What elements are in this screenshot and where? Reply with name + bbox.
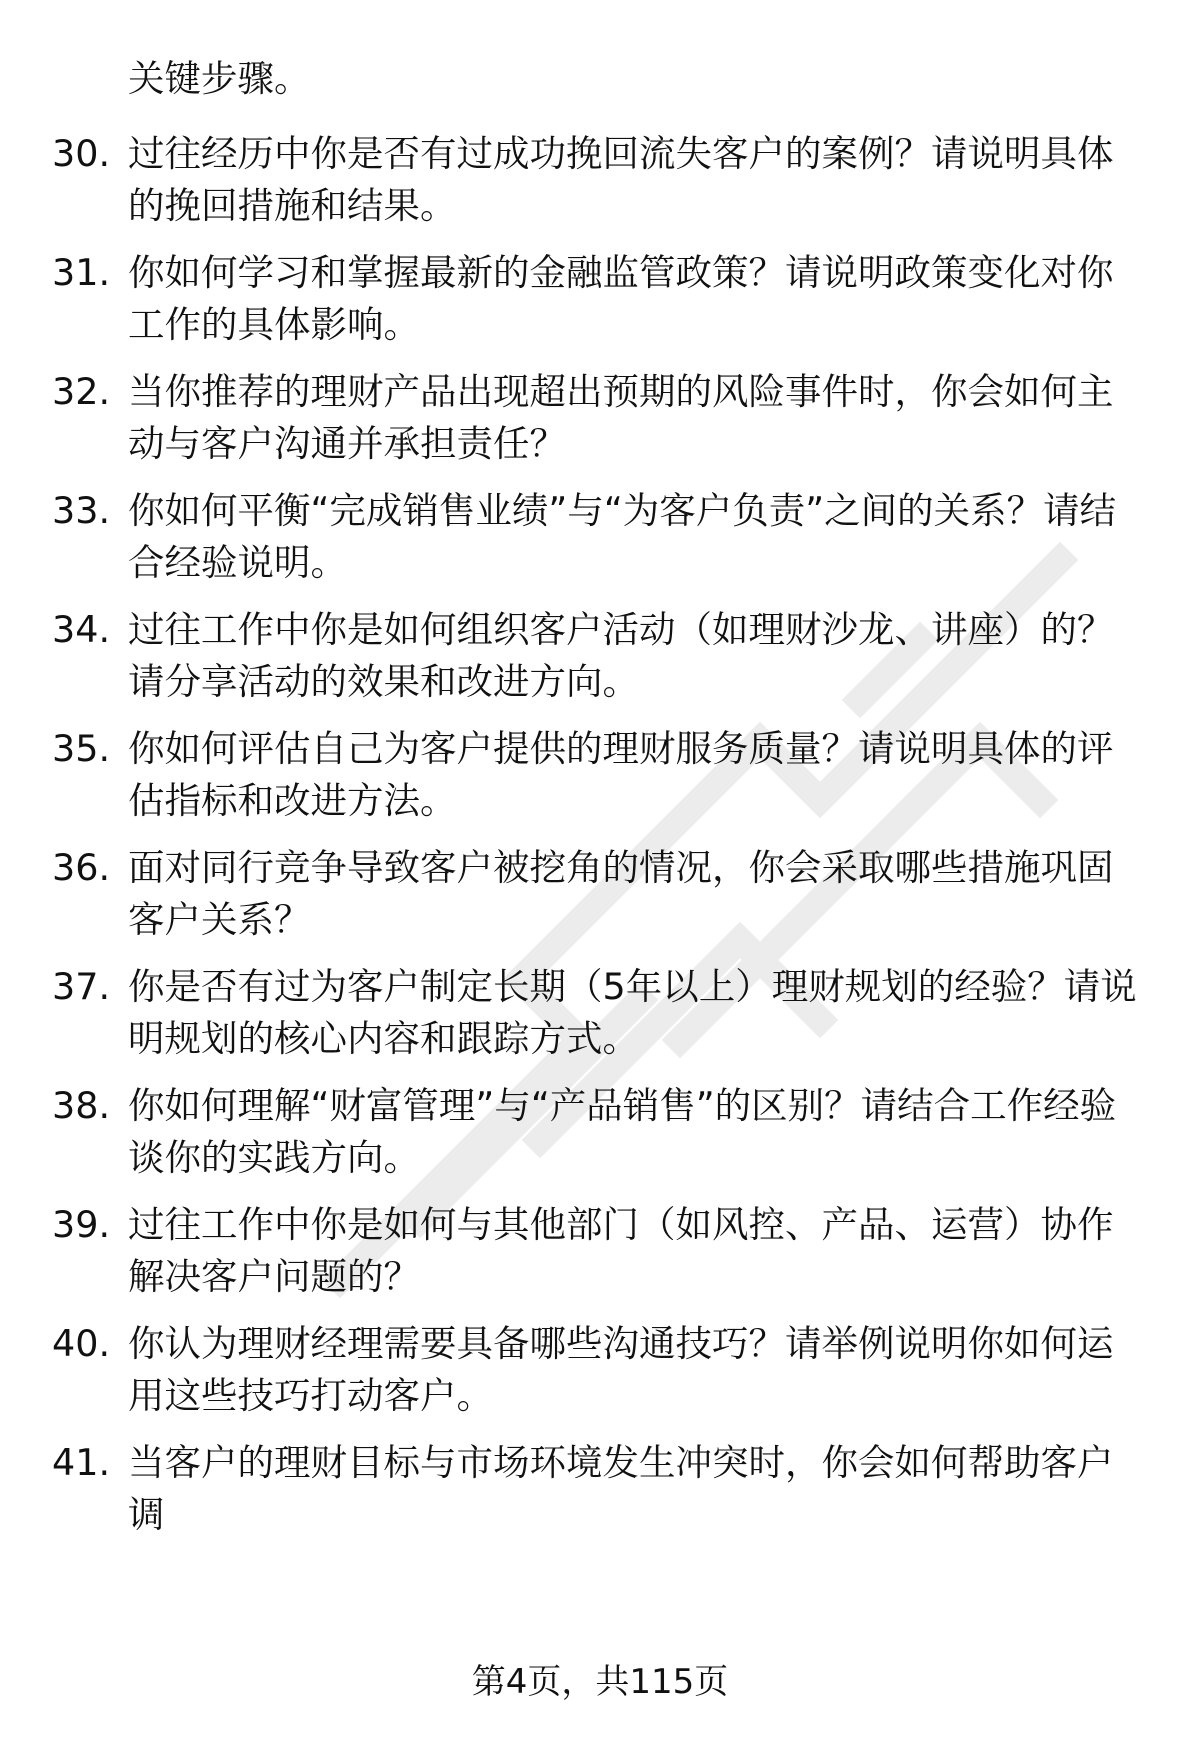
question-number: 35. xyxy=(52,727,111,770)
question-text: 过往工作中你是如何组织客户活动（如理财沙龙、讲座）的？请分享活动的效果和改进方向。 xyxy=(128,608,1114,703)
question-text: 你认为理财经理需要具备哪些沟通技巧？请举例说明你如何运用这些技巧打动客户。 xyxy=(128,1322,1114,1417)
question-number: 37. xyxy=(52,965,111,1008)
question-number: 39. xyxy=(52,1203,111,1246)
question-number: 33. xyxy=(52,489,111,532)
question-number: 38. xyxy=(52,1084,111,1127)
question-text: 你如何平衡“完成销售业绩”与“为客户负责”之间的关系？请结合经验说明。 xyxy=(128,489,1117,584)
question-text: 过往经历中你是否有过成功挽回流失客户的案例？请说明具体的挽回措施和结果。 xyxy=(128,132,1114,227)
question-text: 你是否有过为客户制定长期（5年以上）理财规划的经验？请说明规划的核心内容和跟踪方式。 xyxy=(128,965,1137,1060)
question-number: 32. xyxy=(52,370,111,413)
continuation-text: 关键步骤。 xyxy=(128,57,311,100)
page-footer: 第4页，共115页 xyxy=(471,1662,729,1702)
question-text: 你如何评估自己为客户提供的理财服务质量？请说明具体的评估指标和改进方法。 xyxy=(128,727,1114,822)
question-text: 你如何理解“财富管理”与“产品销售”的区别？请结合工作经验谈你的实践方向。 xyxy=(128,1084,1117,1179)
question-number: 31. xyxy=(52,251,111,294)
question-text: 面对同行竞争导致客户被挖角的情况，你会采取哪些措施巩固客户关系？ xyxy=(128,846,1114,941)
question-number: 34. xyxy=(52,608,111,651)
question-number: 36. xyxy=(52,846,111,889)
question-text: 你如何学习和掌握最新的金融监管政策？请说明政策变化对你工作的具体影响。 xyxy=(128,251,1114,346)
question-number: 30. xyxy=(52,132,111,175)
question-number: 40. xyxy=(52,1322,111,1365)
question-text: 当你推荐的理财产品出现超出预期的风险事件时，你会如何主动与客户沟通并承担责任？ xyxy=(128,370,1114,465)
question-text: 当客户的理财目标与市场环境发生冲突时，你会如何帮助客户调 xyxy=(128,1441,1114,1536)
question-number: 41. xyxy=(52,1441,111,1484)
question-text: 过往工作中你是如何与其他部门（如风控、产品、运营）协作解决客户问题的？ xyxy=(128,1203,1114,1298)
